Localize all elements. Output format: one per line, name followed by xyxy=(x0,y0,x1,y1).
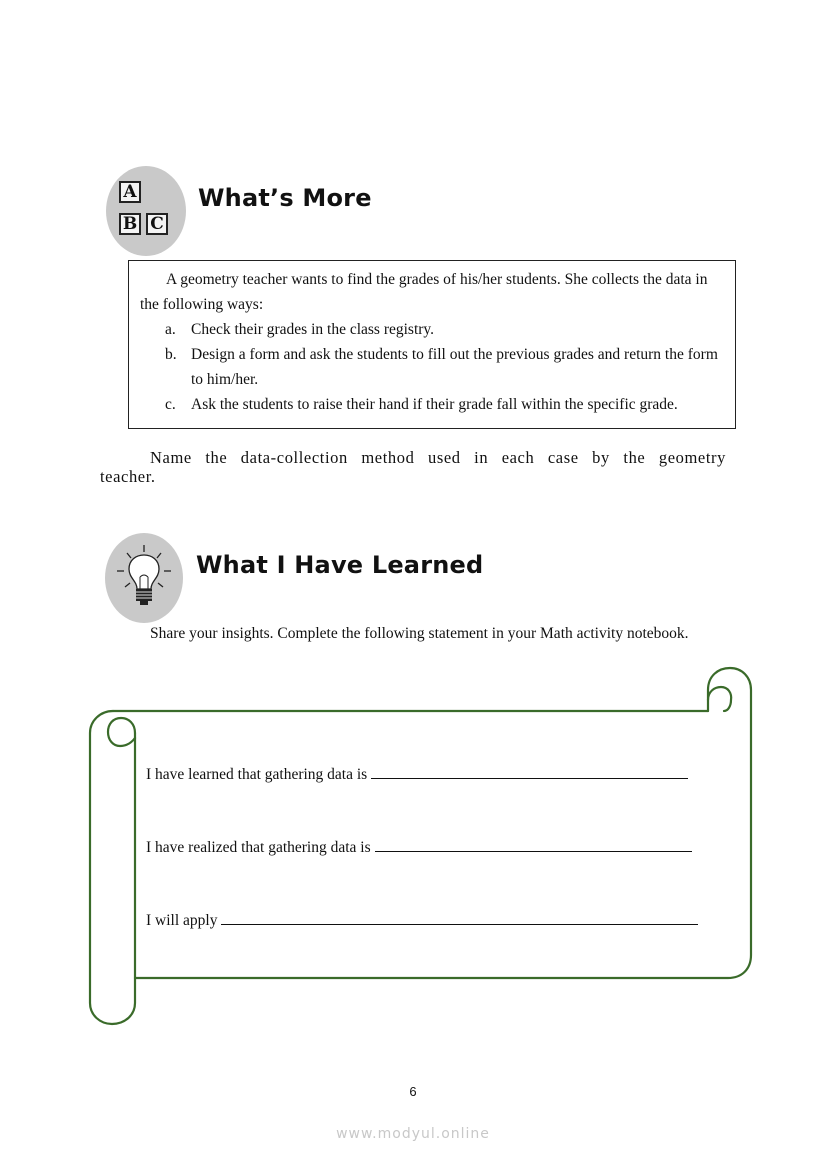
statement-realized xyxy=(146,836,692,857)
list-marker: c. xyxy=(165,396,176,413)
statement-prefix: I have learned that gathering data is xyxy=(146,766,372,783)
answer-blank[interactable] xyxy=(371,763,688,779)
whats-more-instruction: Name the data-collection method used in each case by the geometry teacher. xyxy=(100,448,726,486)
list-item-text: Design a form and ask the students to fill out the previous grades and return the form to him/her. xyxy=(191,346,718,388)
statement-apply xyxy=(146,909,698,930)
block-c: C xyxy=(146,213,168,235)
list-marker: a. xyxy=(165,321,176,338)
statement-prefix: I have realized that gathering data is xyxy=(146,839,375,856)
answer-blank[interactable] xyxy=(375,836,692,852)
answer-blank[interactable] xyxy=(221,909,698,925)
problem-intro: A geometry teacher wants to find the grades of his/her students. She collects the data in the following ways: xyxy=(140,271,708,313)
section-title-whats-more: What’s More xyxy=(198,184,372,212)
learned-instruction: Share your insights. Complete the following statement in your Math activity notebook. xyxy=(150,625,689,642)
statement-prefix: I will apply xyxy=(146,912,222,929)
list-marker: b. xyxy=(165,346,177,363)
list-item-text: Ask the students to raise their hand if their grade fall within the specific grade. xyxy=(191,396,678,413)
block-a: A xyxy=(119,181,141,203)
block-b: B xyxy=(119,213,141,235)
statement-learned xyxy=(146,763,688,784)
list-item-text: Check their grades in the class registry. xyxy=(191,321,435,338)
page-number: 6 xyxy=(409,1084,417,1099)
section-title-what-i-have-learned: What I Have Learned xyxy=(196,551,484,579)
watermark: www.modyul.online xyxy=(336,1126,490,1142)
